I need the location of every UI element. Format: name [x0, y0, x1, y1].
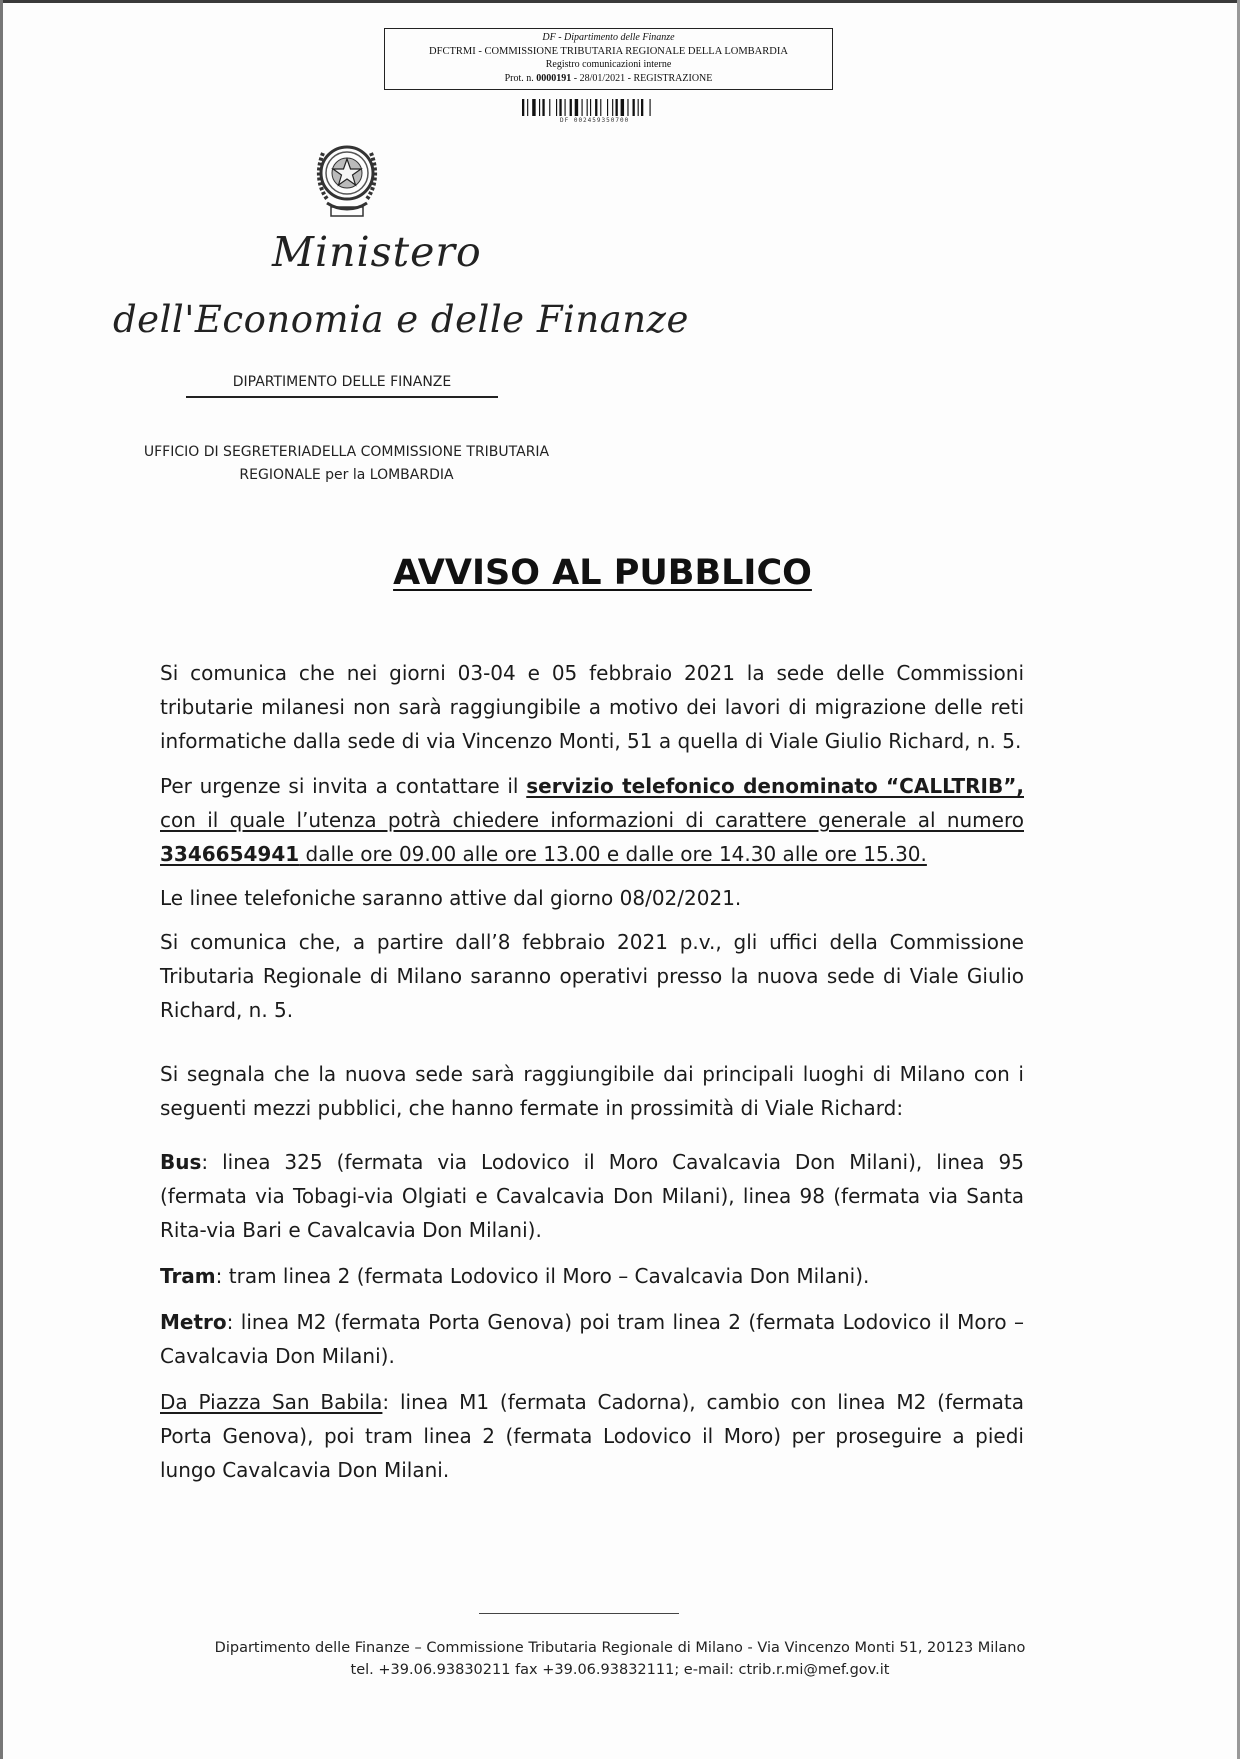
- notice-title: AVVISO AL PUBBLICO: [393, 553, 812, 593]
- scan-border-left: [0, 0, 3, 1759]
- office-name: [128, 441, 565, 487]
- paragraph-phone-lines: Le linee telefoniche saranno attive dal giorno 08/02/2021.: [160, 886, 742, 910]
- ministry-name-line2: dell'Economia e delle Finanze: [113, 298, 689, 341]
- ministry-name-line1: Ministero: [272, 228, 482, 276]
- paragraph-bus: Bus: linea 325 (fermata via Lodovico il Moro Cavalcavia Don Milani), linea 95 (fermata via Tobagi-via Olgiati e Cavalcavia Don Milani), linea 98 (fermata via Santa Rita-via Bari e Cavalcavia Don Milani).: [160, 1150, 1024, 1242]
- stamp-line-department: DF - Dipartimento delle Finanze: [542, 32, 675, 43]
- scan-border-top: [0, 0, 1240, 3]
- footer-contacts: tel. +39.06.93830211 fax +39.06.93832111; e-mail: ctrib.r.mi@mef.gov.it: [350, 1662, 890, 1678]
- footer: [120, 1637, 1120, 1681]
- barcode-icon: [522, 99, 692, 116]
- stamp-line-commission: DFCTRMI - COMMISSIONE TRIBUTARIA REGIONALE DELLA LOMBARDIA: [429, 45, 788, 57]
- footer-address: Dipartimento delle Finanze – Commissione Tributaria Regionale di Milano - Via Vincenzo Monti 51, 20123 Milano: [214, 1640, 1026, 1656]
- barcode-number: DF 002459350700: [560, 117, 630, 124]
- protocol-number: 0000191: [536, 72, 572, 84]
- office-line1: UFFICIO DI SEGRETERIADELLA COMMISSIONE TRIBUTARIA: [143, 444, 550, 460]
- san-babila-label: Da Piazza San Babila: [160, 1390, 383, 1414]
- department-underline: [186, 396, 498, 398]
- calltrib-service: servizio telefonico denominato “CALLTRIB”,: [526, 774, 1024, 798]
- paragraph-transport-intro: Si segnala che la nuova sede sarà raggiungibile dai principali luoghi di Milano con i seguenti mezzi pubblici, che hanno fermate in prossimità di Viale Richard:: [160, 1062, 1024, 1120]
- stamp-line-register: Registro comunicazioni interne: [545, 59, 672, 70]
- office-line2: REGIONALE per la LOMBARDIA: [239, 467, 454, 483]
- paragraph-metro: Metro: linea M2 (fermata Porta Genova) poi tram linea 2 (fermata Lodovico il Moro – Cavalcavia Don Milani).: [160, 1310, 1024, 1368]
- bus-label: Bus: [160, 1150, 202, 1174]
- calltrib-phone-number: 3346654941: [160, 842, 300, 866]
- paragraph-new-office: Si comunica che, a partire dall’8 febbraio 2021 p.v., gli uffici della Commissione Tributaria Regionale di Milano saranno operativi presso la nuova sede di Viale Giulio Richard, n. 5.: [160, 930, 1024, 1022]
- tram-label: Tram: [160, 1264, 216, 1288]
- department-name: DIPARTIMENTO DELLE FINANZE: [232, 374, 452, 390]
- metro-label: Metro: [160, 1310, 227, 1334]
- notice-body: [160, 656, 1024, 1487]
- italian-republic-emblem-icon: [309, 133, 385, 223]
- protocol-stamp: [384, 28, 833, 90]
- paragraph-calltrib: Per urgenze si invita a contattare il servizio telefonico denominato “CALLTRIB”, con il quale l’utenza potrà chiedere informazioni di carattere generale al numero 3346654941 dalle ore 09.00 alle ore 13.00 e dalle ore 14.30 alle ore 15.30.: [160, 774, 1024, 866]
- calltrib-info: con il quale l’utenza potrà chiedere informazioni di carattere generale al numero: [160, 808, 1024, 832]
- footer-divider: [479, 1613, 679, 1614]
- paragraph-san-babila: Da Piazza San Babila: linea M1 (fermata Cadorna), cambio con linea M2 (fermata Porta Genova), poi tram linea 2 (fermata Lodovico il Moro) per proseguire a piedi lungo Cavalcavia Don Milani.: [160, 1390, 1024, 1482]
- paragraph-closure: Si comunica che nei giorni 03-04 e 05 febbraio 2021 la sede delle Commissioni tributarie milanesi non sarà raggiungibile a motivo dei lavori di migrazione delle reti informatiche dalla sede di via Vincenzo Monti, 51 a quella di Viale Giulio Richard, n. 5.: [160, 661, 1024, 753]
- stamp-line-protocol: Prot. n. 0000191 - 28/01/2021 - REGISTRAZIONE: [504, 72, 713, 84]
- calltrib-hours: dalle ore 09.00 alle ore 13.00 e dalle ore 14.30 alle ore 15.30.: [299, 842, 927, 866]
- paragraph-tram: Tram: tram linea 2 (fermata Lodovico il Moro – Cavalcavia Don Milani).: [160, 1264, 870, 1288]
